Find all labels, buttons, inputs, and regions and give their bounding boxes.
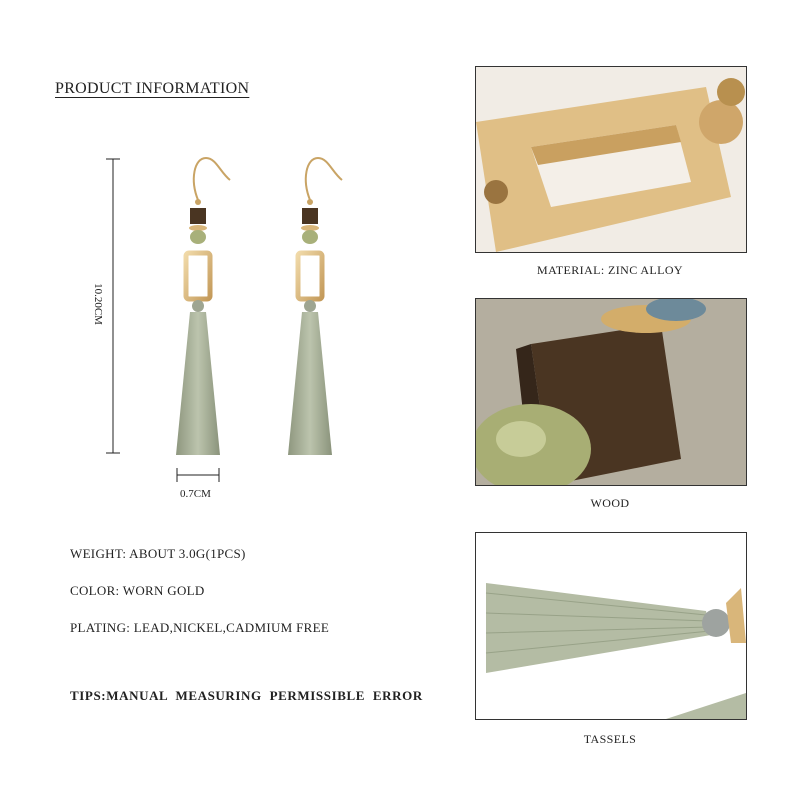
- height-dimension-line: [100, 155, 130, 460]
- tips-note: TIPS:MANUAL MEASURING PERMISSIBLE ERROR: [70, 688, 423, 703]
- width-dimension-line: [172, 465, 222, 485]
- width-label: 0.7CM: [180, 488, 211, 500]
- earring-left: [176, 158, 230, 455]
- wood-detail-image: [475, 298, 747, 486]
- tassels-caption: TASSELS: [583, 732, 637, 746]
- tassels-detail-image: [475, 532, 747, 720]
- wood-caption: WOOD: [590, 496, 630, 510]
- zinc-alloy-caption: MATERIAL: ZINC ALLOY: [537, 263, 683, 277]
- zinc-alloy-detail-image: [475, 66, 747, 253]
- weight-spec: WEIGHT: ABOUT 3.0G(1PCS): [70, 546, 246, 561]
- earrings-product-image: [160, 150, 360, 460]
- plating-spec: PLATING: LEAD,NICKEL,CADMIUM FREE: [70, 620, 330, 635]
- page-title: PRODUCT INFORMATION: [55, 80, 250, 97]
- height-label: 10.20CM: [92, 283, 104, 325]
- earring-right: [288, 158, 342, 455]
- color-spec: COLOR: WORN GOLD: [70, 583, 205, 598]
